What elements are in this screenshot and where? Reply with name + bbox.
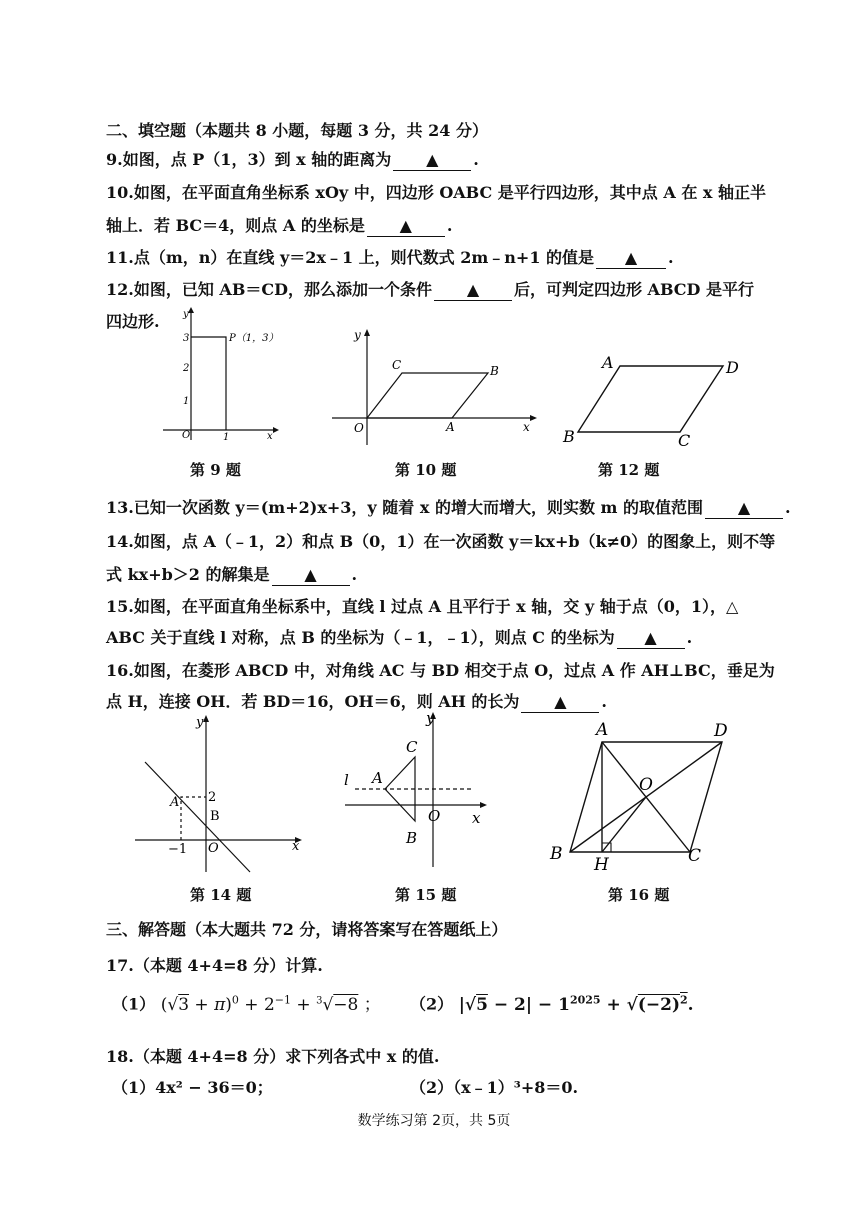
origin-label: O — [182, 430, 191, 441]
question-18-part2: （2）（x﹣1）³+8＝0. — [410, 1078, 579, 1097]
question-15-line2: ABC 关于直线 l 对称，点 B 的坐标为（﹣1，﹣1），则点 C 的坐标为 ▲ . — [106, 628, 693, 647]
line-label: l — [344, 771, 349, 789]
y-axis-label: y — [354, 328, 361, 342]
answer-blank: ▲ — [705, 498, 783, 519]
question-10-line1: 10.如图，在平面直角坐标系 xOy 中，四边形 OABC 是平行四边形，其中点 A 在 x 轴正半 — [106, 183, 767, 202]
question-18-title: 18.（本题 4+4=8 分）求下列各式中 x 的值. — [106, 1047, 440, 1066]
y-axis-label: y — [426, 709, 435, 727]
point-label: P（1，3） — [229, 333, 279, 344]
question-17-part2: （2） $|√5 - 2| - 1^{2025} + √(-2)^2$. — [410, 993, 694, 1015]
x-axis-label: x — [292, 839, 300, 854]
vertex-label: A — [446, 420, 455, 434]
question-12-line1: 12.如图，已知 AB＝CD，那么添加一个条件 ▲ 后，可判定四边形 ABCD 是平行 — [106, 280, 754, 299]
point-label: A — [170, 795, 180, 810]
point-label: A — [372, 769, 383, 787]
vertex-label: H — [594, 855, 609, 875]
page-footer: 数学练习第 2页，共 5页 — [357, 1113, 511, 1129]
question-10-line2: 轴上．若 BC＝4，则点 A 的坐标是 ▲ . — [106, 216, 453, 235]
figure-16 — [550, 715, 750, 875]
origin-label: O — [354, 421, 364, 435]
figure-12 — [560, 352, 750, 452]
answer-blank: ▲ — [521, 692, 599, 713]
vertex-label: B — [563, 427, 575, 446]
tick-label: −1 — [168, 842, 188, 857]
question-14-line2: 式 kx+b＞2 的解集是 ▲ . — [106, 565, 358, 584]
caption-fig10: 第 10 题 — [395, 461, 457, 479]
x-axis-label: x — [472, 809, 481, 827]
question-14-line1: 14.如图，点 A（﹣1，2）和点 B（0，1）在一次函数 y＝kx+b（k≠0）的图象上，则不等 — [106, 532, 776, 551]
caption-fig12: 第 12 题 — [598, 461, 660, 479]
figure-14 — [130, 712, 305, 877]
tick-label: 3 — [183, 333, 190, 344]
question-15-line1: 15.如图，在平面直角坐标系中，直线 l 过点 A 且平行于 x 轴，交 y 轴于点（0，1），△ — [106, 597, 739, 616]
section-heading: 三、解答题（本大题共 72 分，请将答案写在答题纸上） — [106, 920, 508, 939]
x-axis-label: x — [523, 420, 530, 434]
answer-blank: ▲ — [617, 628, 685, 649]
tick-label: 2 — [183, 363, 190, 374]
answer-blank: ▲ — [367, 216, 445, 237]
question-text: 9.如图，点 P（1，3）到 x 轴的距离为 — [106, 150, 392, 169]
question-16-line2: 点 H，连接 OH．若 BD＝16，OH＝6，则 AH 的长为 ▲ . — [106, 692, 607, 711]
caption-fig16: 第 16 题 — [608, 886, 670, 904]
question-12-line2: 四边形. — [106, 312, 160, 331]
question-13: 13.已知一次函数 y＝(m+2)x+3，y 随着 x 的增大而增大，则实数 m 的取值范围 ▲ . — [106, 498, 791, 517]
answer-blank: ▲ — [272, 565, 350, 586]
figure-9 — [155, 305, 285, 445]
point-label: C — [406, 738, 418, 756]
answer-blank: ▲ — [393, 150, 471, 171]
vertex-label: D — [714, 721, 728, 741]
vertex-label: O — [639, 775, 653, 795]
vertex-label: A — [602, 353, 614, 372]
x-axis-label: x — [267, 431, 273, 442]
figure-10 — [330, 325, 540, 450]
y-axis-label: y — [183, 309, 189, 320]
y-axis-label: y — [196, 715, 204, 730]
section-heading: 二、填空题（本题共 8 小题，每题 3 分，共 24 分） — [106, 121, 488, 140]
point-label: B — [210, 809, 220, 824]
tick-label: 1 — [183, 396, 190, 407]
answer-blank: ▲ — [434, 280, 512, 301]
caption-fig9: 第 9 题 — [190, 461, 241, 479]
vertex-label: D — [726, 358, 739, 377]
point-label: B — [406, 829, 418, 847]
question-17-part1: （1） $(√3 + \pi)^0 + 2^{-1} + ^3√-8$ ； — [112, 993, 381, 1015]
origin-label: O — [428, 807, 441, 825]
vertex-label: C — [678, 431, 691, 450]
caption-fig14: 第 14 题 — [190, 886, 252, 904]
question-9: 9.如图，点 P（1，3）到 x 轴的距离为 ▲ . — [106, 150, 479, 169]
caption-fig15: 第 15 题 — [395, 886, 457, 904]
question-17-title: 17.（本题 4+4=8 分）计算. — [106, 956, 323, 975]
question-11: 11.点（m，n）在直线 y＝2x﹣1 上，则代数式 2m﹣n+1 的值是 ▲ . — [106, 248, 674, 267]
origin-label: O — [208, 841, 219, 856]
question-16-line1: 16.如图，在菱形 ABCD 中，对角线 AC 与 BD 相交于点 O，过点 A 作 AH⊥BC，垂足为 — [106, 661, 775, 680]
vertex-label: B — [490, 364, 499, 378]
figure-15 — [340, 707, 500, 872]
tick-label: 1 — [223, 432, 230, 443]
vertex-label: C — [392, 358, 402, 372]
vertex-label: A — [596, 720, 609, 740]
question-18-part1: （1）4x² − 36＝0； — [112, 1078, 273, 1097]
vertex-label: B — [550, 844, 563, 864]
vertex-label: C — [688, 846, 702, 866]
answer-blank: ▲ — [596, 248, 666, 269]
tick-label: 2 — [208, 790, 217, 805]
